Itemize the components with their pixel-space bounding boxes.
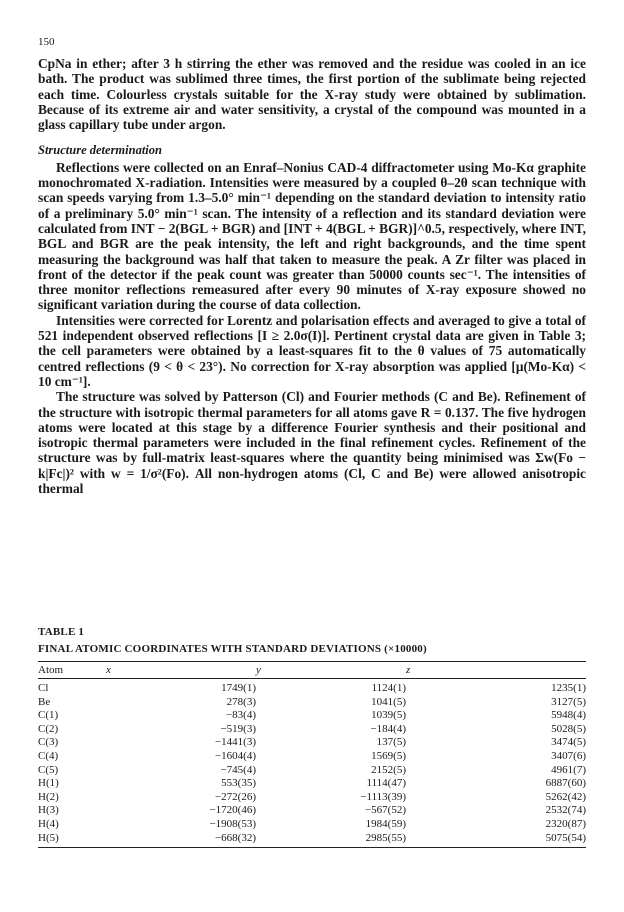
z-cell: 3474(5)	[551, 736, 586, 749]
z-cell: 5262(42)	[545, 790, 586, 803]
header-x: x	[106, 662, 256, 679]
atom-cell: C(1)	[38, 709, 59, 722]
section-heading: Structure determination	[38, 143, 162, 158]
y-cell: 137(5)	[376, 736, 406, 749]
x-cell: −83(4)	[225, 709, 256, 722]
z-cell: 4961(7)	[551, 763, 586, 776]
table-row	[38, 832, 586, 848]
x-cell: −668(32)	[106, 832, 256, 848]
x-cell: 278(3)	[226, 695, 256, 708]
z-cell: 5028(5)	[551, 722, 586, 735]
x-cell: 553(35)	[221, 777, 256, 790]
y-cell: −184(4)	[370, 722, 406, 735]
table-header-row	[38, 662, 586, 679]
z-cell: 1235(1)	[551, 682, 586, 694]
y-cell: −1113(39)	[360, 790, 406, 803]
paragraph: CpNa in ether; after 3 h stirring the ether was removed and the residue was cooled in an ice bath. The product was sublimed three times, the first portion of the sublimate being rejected each time. Colourless crystals suitable for the X-ray study were obtained by sublimation. Because of its extreme air and water sensitivity, a crystal of the compound was mounted in a glass capillary tube under argon.	[38, 56, 586, 133]
table-row	[38, 764, 586, 778]
y-cell: 1124(1)	[371, 682, 406, 694]
z-cell: 3127(5)	[551, 695, 586, 708]
z-cell: 6887(60)	[545, 777, 586, 790]
body-text	[38, 56, 586, 496]
paragraph: Reflections were collected on an Enraf–Nonius CAD-4 diffractometer using Mo-Kα graphite monochromated X-radiation. Intensities were measured by a coupled θ–2θ scan technique with scan speeds varying from 1.3–5.0° min⁻¹ depending on the standard deviation to intensity ratio of a preliminary 5.0° min⁻¹ scan. The intensity of a reflection and its standard deviation were calculated from INT − 2(BGL + BGR) and [INT + 4(BGL + BGR)]^0.5, respectively, where INT, BGL and BGR are the peak intensity, the left and right backgrounds, and the time spent measuring the background was half that taken to measure the peak. A Zr filter was placed in front of the detector if the peak count was greater than 50000 counts sec⁻¹. The intensities of three monitor reflections remeasured after every 90 minutes of X-ray exposure showed no significant variation during the course of data collection.	[38, 159, 586, 313]
table-label: TABLE 1	[38, 626, 85, 638]
atom-cell: H(3)	[38, 804, 59, 817]
table-row	[38, 736, 586, 750]
y-cell: 2152(5)	[371, 763, 406, 776]
header-atom: Atom	[38, 662, 106, 679]
z-cell: 5948(4)	[551, 709, 586, 722]
atom-cell: C(4)	[38, 749, 59, 762]
atom-cell: Cl	[38, 682, 49, 694]
y-cell: 1039(5)	[371, 709, 406, 722]
atom-cell: Be	[38, 695, 51, 708]
atom-cell: H(5)	[38, 832, 106, 848]
atom-cell: H(1)	[38, 777, 59, 790]
x-cell: 1749(1)	[221, 682, 256, 694]
x-cell: −272(26)	[214, 790, 256, 803]
x-cell: −1720(46)	[209, 804, 256, 817]
coordinates-table	[38, 661, 586, 848]
table-row	[38, 723, 586, 737]
atom-cell: C(3)	[38, 736, 59, 749]
table-row	[38, 709, 586, 723]
paragraph: Intensities were corrected for Lorentz and polarisation effects and averaged to give a total of 521 independent observed reflections [I ≥ 2.0σ(I)]. Pertinent crystal data are given in Table 3; the cell parameters were obtained by a least-squares fit to the θ values of 75 automatically centred reflections (9 < θ < 23°). No correction for X-ray absorption was applied [μ(Mo-Kα) < 10 cm⁻¹].	[38, 312, 586, 389]
x-cell: −745(4)	[220, 763, 256, 776]
table-row	[38, 804, 586, 818]
y-cell: 1041(5)	[371, 695, 406, 708]
paragraph: The structure was solved by Patterson (Cl) and Fourier methods (C and Be). Refinement of the structure with isotropic thermal parameters for all atoms gave R = 0.137. The five hydrogen atoms were located at this stage by a difference Fourier synthesis and their positional and isotropic thermal parameters were included in the final refinement cycles. Refinement of the structure was by full-matrix least-squares where the quantity being minimised was Σw(Fo − k|Fc|)² with w = 1/σ²(Fo). All non-hydrogen atoms (Cl, C and Be) were allowed anisotropic thermal	[38, 389, 586, 497]
table-row	[38, 750, 586, 764]
x-cell: −1441(3)	[214, 736, 256, 749]
y-cell: 1984(59)	[365, 817, 406, 830]
y-cell: 2985(55)	[256, 832, 406, 848]
atom-cell: C(2)	[38, 722, 59, 735]
table-caption: FINAL ATOMIC COORDINATES WITH STANDARD DEVIATIONS (×10000)	[38, 643, 427, 655]
header-z: z	[406, 662, 586, 679]
table-row	[38, 679, 586, 696]
y-cell: −567(52)	[364, 804, 406, 817]
x-cell: −1908(53)	[209, 817, 256, 830]
table-row	[38, 791, 586, 805]
z-cell: 2532(74)	[545, 804, 586, 817]
table-row	[38, 777, 586, 791]
x-cell: −1604(4)	[214, 749, 256, 762]
atom-cell: H(2)	[38, 790, 59, 803]
z-cell: 3407(6)	[551, 749, 586, 762]
table-row	[38, 818, 586, 832]
page-number: 150	[38, 36, 55, 48]
y-cell: 1569(5)	[371, 749, 406, 762]
z-cell: 2320(87)	[545, 817, 586, 830]
y-cell: 1114(47)	[366, 777, 406, 790]
header-y: y	[256, 662, 406, 679]
z-cell: 5075(54)	[406, 832, 586, 848]
table-block	[38, 626, 586, 848]
atom-cell: C(5)	[38, 763, 59, 776]
atom-cell: H(4)	[38, 817, 59, 830]
table-row	[38, 696, 586, 710]
x-cell: −519(3)	[220, 722, 256, 735]
